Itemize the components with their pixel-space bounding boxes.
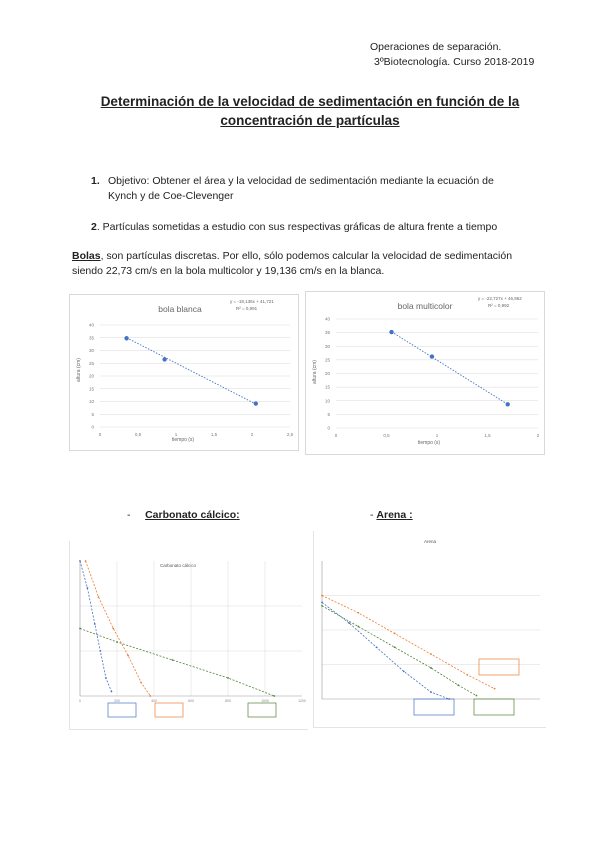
series-point-orange xyxy=(321,595,323,597)
chart-arena-svg xyxy=(314,531,546,727)
chart-bola-multicolor xyxy=(305,291,545,455)
series-point-green xyxy=(357,626,359,628)
subheading-arena xyxy=(370,508,413,523)
legend-box xyxy=(479,659,519,675)
series-point-green xyxy=(116,641,118,643)
x-tick-label: 800 xyxy=(225,699,231,703)
series-line-blue xyxy=(80,561,112,692)
legend-box xyxy=(414,699,454,715)
data-point xyxy=(124,336,128,340)
course-header-line2: 3ºBiotecnología. Curso 2018-2019 xyxy=(374,56,535,68)
chart-carbonato-svg xyxy=(70,541,308,729)
y-tick-label: 20 xyxy=(324,371,330,376)
arena-label: Arena xyxy=(376,509,407,521)
y-tick-label: 10 xyxy=(324,398,330,404)
chart-carbonato xyxy=(69,541,308,730)
section1-text-line2: Kynch y de Coe-Clevenger xyxy=(108,190,234,202)
x-tick-label: 0 xyxy=(334,433,338,438)
series-point-orange xyxy=(85,560,87,562)
series-point-orange xyxy=(140,682,142,684)
series-point-blue xyxy=(403,671,405,673)
series-point-blue xyxy=(99,650,101,652)
series-point-blue xyxy=(321,602,323,604)
series-point-green xyxy=(321,605,323,607)
chart-bola-blanca xyxy=(69,294,299,451)
series-point-blue xyxy=(94,623,96,625)
chart-r2: R² = 0,991 xyxy=(236,306,258,311)
chart-title: bola blanca xyxy=(158,304,202,314)
x-tick-label: 0,5 xyxy=(134,432,142,437)
chart-title: Carbonato cálcico xyxy=(160,563,197,568)
x-tick-label: 0,5 xyxy=(383,433,390,438)
data-point xyxy=(430,354,434,358)
bolas-paragraph-line1 xyxy=(72,249,512,264)
y-tick-label: 25 xyxy=(88,360,94,366)
data-point xyxy=(506,402,510,406)
series-point-blue xyxy=(87,587,89,589)
series-line-green xyxy=(80,629,274,697)
chart-bola-multicolor-svg xyxy=(306,292,544,454)
course-header-line1: Operaciones de separación. xyxy=(370,41,502,53)
series-point-blue xyxy=(376,646,378,648)
section2-number: 2 xyxy=(91,221,97,233)
y-tick-label: 25 xyxy=(324,357,330,363)
y-tick-label: 35 xyxy=(88,335,94,341)
series-point-orange xyxy=(357,612,359,614)
chart-ylabel: altura (cm) xyxy=(76,358,82,382)
data-point xyxy=(162,357,166,361)
y-tick-label: 5 xyxy=(327,411,330,417)
carbonato-suffix: : xyxy=(236,509,240,521)
x-tick-label: 1 xyxy=(435,433,439,438)
y-tick-label: 40 xyxy=(324,316,330,322)
y-tick-label: 30 xyxy=(324,343,330,349)
y-tick-label: 40 xyxy=(88,322,94,328)
series-point-green xyxy=(394,646,396,648)
y-tick-label: 20 xyxy=(88,373,94,379)
x-tick-label: 0 xyxy=(98,432,102,437)
chart-title: Arena xyxy=(423,539,437,544)
x-tick-label: 1,5 xyxy=(210,432,218,437)
subheading-carbonato xyxy=(127,508,240,523)
title-line1: Determinación de la velocidad de sedimentación en función de la xyxy=(100,94,520,109)
x-tick-label: 2 xyxy=(250,432,254,437)
chart-xlabel: tiempo (s) xyxy=(171,437,195,443)
series-point-green xyxy=(273,695,275,697)
y-tick-label: 15 xyxy=(324,384,330,390)
y-tick-label: 35 xyxy=(324,330,330,336)
y-tick-label: 15 xyxy=(88,386,94,392)
carbonato-dash: - xyxy=(127,509,131,521)
x-tick-label: 2 xyxy=(536,433,540,438)
x-tick-label: 1,5 xyxy=(484,433,491,438)
chart-title: bola multicolor xyxy=(397,301,453,311)
series-point-blue xyxy=(105,677,107,679)
chart-r2: R² = 0,992 xyxy=(488,303,510,308)
series-point-green xyxy=(430,667,432,669)
chart-bola-blanca-svg xyxy=(70,295,298,450)
y-tick-label: 0 xyxy=(327,425,330,431)
series-point-orange xyxy=(494,688,496,690)
section2 xyxy=(91,220,497,235)
series-point-orange xyxy=(149,695,151,697)
series-point-orange xyxy=(466,674,468,676)
series-point-green xyxy=(476,695,478,697)
y-tick-label: 10 xyxy=(88,399,94,404)
series-point-blue xyxy=(430,691,432,693)
series-line-orange xyxy=(86,561,151,696)
x-tick-label: 600 xyxy=(188,699,194,703)
series-point-orange xyxy=(430,653,432,655)
legend-box xyxy=(474,699,514,715)
series-point-green xyxy=(457,684,459,686)
x-tick-label: 2,5 xyxy=(286,432,294,437)
chart-equation: y = -22,727x + 46,962 xyxy=(478,296,522,301)
chart-equation: y = -19,136x + 41,721 xyxy=(230,299,274,304)
x-tick-label: 1 xyxy=(174,432,178,437)
section1-number: 1. xyxy=(91,175,100,187)
data-point xyxy=(254,401,258,405)
series-point-orange xyxy=(127,655,129,657)
bolas-word: Bolas xyxy=(72,250,101,262)
arena-suffix: : xyxy=(406,509,413,521)
bolas-paragraph-line2: siendo 22,73 cm/s en la bola multicolor y 19,136 cm/s en la blanca. xyxy=(72,265,385,277)
legend-box xyxy=(108,703,136,717)
section2-text: . Partículas sometidas a estudio con sus respectivas gráficas de altura frente a tiempo xyxy=(96,221,498,233)
title-line2: concentración de partículas xyxy=(220,113,400,128)
x-tick-label: 1000 xyxy=(261,699,269,703)
y-tick-label: 30 xyxy=(88,348,94,353)
series-point-blue xyxy=(79,560,81,562)
series-point-green xyxy=(79,628,81,630)
chart-arena xyxy=(313,531,546,728)
chart-ylabel: altura (cm) xyxy=(312,360,318,384)
series-point-blue xyxy=(348,622,350,624)
x-tick-label: 1200 xyxy=(298,699,306,703)
legend-box xyxy=(248,703,276,717)
legend-box xyxy=(155,703,183,717)
series-point-blue xyxy=(111,691,113,693)
bolas-line1-rest: , son partículas discretas. Por ello, sólo podemos calcular la velocidad de sedimentación xyxy=(100,250,513,262)
series-point-green xyxy=(227,677,229,679)
carbonato-label: Carbonato cálcico xyxy=(145,509,237,521)
x-tick-label: 200 xyxy=(114,699,120,703)
x-tick-label: 400 xyxy=(151,699,157,703)
series-point-orange xyxy=(112,628,114,630)
y-tick-label: 5 xyxy=(91,411,94,417)
page-title xyxy=(60,92,560,130)
chart-xlabel: tiempo (s) xyxy=(417,440,441,446)
series-point-orange xyxy=(394,633,396,635)
data-point xyxy=(389,330,393,334)
series-point-green xyxy=(172,659,174,661)
series-line-green xyxy=(322,606,476,696)
arena-dash: - xyxy=(370,509,377,521)
section1-text-line1: Objetivo: Obtener el área y la velocidad de sedimentación mediante la ecuación de xyxy=(108,175,494,187)
series-point-orange xyxy=(98,596,100,598)
y-tick-label: 0 xyxy=(91,424,94,430)
trendline xyxy=(392,332,508,404)
trendline xyxy=(127,338,256,404)
x-tick-label: 0 xyxy=(79,699,81,703)
